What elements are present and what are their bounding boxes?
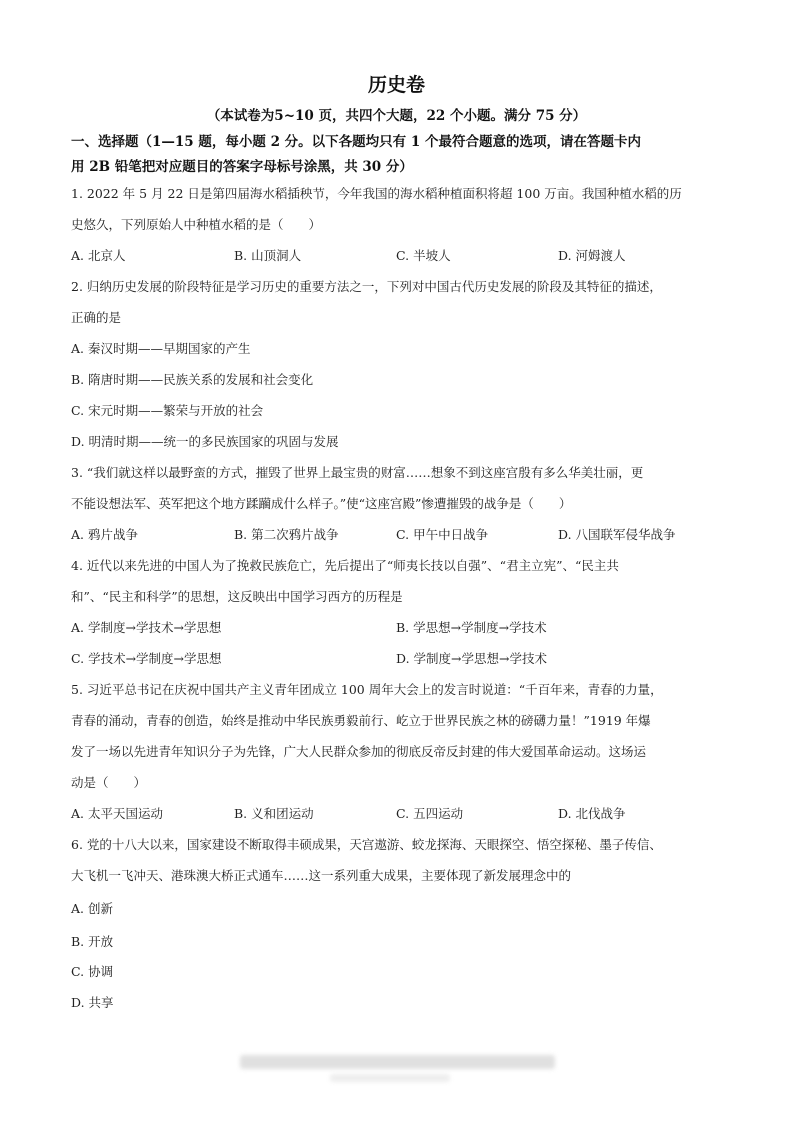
footer-watermark bbox=[240, 1055, 555, 1069]
option-a[interactable]: A. 秦汉时期——早期国家的产生 bbox=[71, 341, 251, 356]
question-6 bbox=[71, 829, 731, 891]
option-c[interactable]: C. 五四运动 bbox=[396, 806, 464, 821]
question-5-options bbox=[71, 798, 731, 829]
option-b[interactable]: B. 隋唐时期——民族关系的发展和社会变化 bbox=[71, 372, 314, 387]
question-2 bbox=[71, 271, 731, 333]
question-3-options bbox=[71, 519, 731, 550]
question-text-line: 青春的涌动，青春的创造，始终是推动中华民族勇毅前行、屹立于世界民族之林的磅礴力量！”1919 年爆 bbox=[71, 713, 651, 728]
question-4-options-row-1 bbox=[71, 612, 731, 643]
option-b[interactable]: B. 学思想→学制度→学技术 bbox=[396, 620, 547, 635]
question-4 bbox=[71, 550, 731, 612]
question-text-line: 动是（ ） bbox=[71, 775, 147, 790]
question-text-line: 3. “我们就这样以最野蛮的方式，摧毁了世界上最宝贵的财富……想象不到这座宫殷有多么华美壮丽，更 bbox=[71, 465, 644, 480]
question-text-line: 正确的是 bbox=[71, 310, 122, 325]
question-text-line: 1. 2022 年 5 月 22 日是第四届海水稻插秧节，今年我国的海水稻种植面积将超 100 万亩。我国种植水稻的历 bbox=[71, 186, 682, 201]
question-text-line: 6. 党的十八大以来，国家建设不断取得丰硕成果，天宫遨游、蛟龙探海、天眼探空、悟空探秘、墨子传信、 bbox=[71, 837, 662, 852]
option-b[interactable]: B. 开放 bbox=[71, 934, 114, 949]
option-a[interactable]: A. 鸦片战争 bbox=[71, 527, 138, 542]
option-b[interactable]: B. 山顶洞人 bbox=[234, 248, 302, 263]
footer-watermark-sub bbox=[330, 1074, 450, 1082]
question-text-line: 2. 归纳历史发展的阶段特征是学习历史的重要方法之一，下列对中国古代历史发展的阶段及其特征的描述， bbox=[71, 279, 662, 294]
option-c[interactable]: C. 学技术→学制度→学思想 bbox=[71, 651, 222, 666]
question-text-line: 和”、“民主和科学”的思想，这反映出中国学习西方的历程是 bbox=[71, 589, 403, 604]
option-d[interactable]: D. 河姆渡人 bbox=[558, 248, 626, 263]
section-instructions bbox=[71, 130, 726, 180]
option-b[interactable]: B. 义和团运动 bbox=[234, 806, 314, 821]
option-a[interactable]: A. 学制度→学技术→学思想 bbox=[71, 620, 222, 635]
option-a[interactable]: A. 太平天国运动 bbox=[71, 806, 163, 821]
question-text-line: 史悠久，下列原始人中种植水稻的是（ ） bbox=[71, 217, 322, 232]
question-5 bbox=[71, 674, 731, 798]
option-d[interactable]: D. 明清时期——统一的多民族国家的巩固与发展 bbox=[71, 434, 339, 449]
option-c[interactable]: C. 协调 bbox=[71, 964, 114, 979]
option-a[interactable]: A. 北京人 bbox=[71, 248, 126, 263]
section-instructions-line: 用 2B 铅笔把对应题目的答案字母标号涂黑，共 30 分） bbox=[71, 159, 413, 175]
question-text-line: 5. 习近平总书记在庆祝中国共产主义青年团成立 100 周年大会上的发言时说道：“千百年来，青春的力量， bbox=[71, 682, 663, 697]
question-4-options-row-2 bbox=[71, 643, 731, 674]
option-c[interactable]: C. 半坡人 bbox=[396, 248, 451, 263]
question-text-line: 不能设想法军、英军把这个地方蹂躏成什么样子。”使“这座宫殿”惨遭摧毁的战争是（ ） bbox=[71, 496, 572, 511]
question-3 bbox=[71, 457, 731, 519]
page-title: 历史卷 bbox=[367, 74, 425, 96]
option-c[interactable]: C. 甲午中日战争 bbox=[396, 527, 489, 542]
question-text-line: 4. 近代以来先进的中国人为了挽救民族危亡，先后提出了“师夷长技以自强”、“君主立宪”、“民主共 bbox=[71, 558, 619, 573]
option-d[interactable]: D. 北伐战争 bbox=[558, 806, 626, 821]
option-a[interactable]: A. 创新 bbox=[71, 901, 113, 916]
page-subtitle: （本试卷为5~10 页，共四个大题，22 个小题。满分 75 分） bbox=[206, 108, 587, 124]
question-text-line: 大飞机一飞冲天、港珠澳大桥正式通车……这一系列重大成果，主要体现了新发展理念中的 bbox=[71, 868, 572, 883]
option-c[interactable]: C. 宋元时期——繁荣与开放的社会 bbox=[71, 403, 264, 418]
question-1 bbox=[71, 178, 731, 240]
question-1-options bbox=[71, 240, 731, 271]
option-d[interactable]: D. 共享 bbox=[71, 995, 114, 1010]
section-instructions-line: 一、选择题（1—15 题，每小题 2 分。以下各题均只有 1 个最符合题意的选项，请在答题卡内 bbox=[71, 134, 641, 150]
option-d[interactable]: D. 八国联军侵华战争 bbox=[558, 527, 676, 542]
option-b[interactable]: B. 第二次鸦片战争 bbox=[234, 527, 339, 542]
question-text-line: 发了一场以先进青年知识分子为先锋，广大人民群众参加的彻底反帝反封建的伟大爱国革命运动。这场运 bbox=[71, 744, 647, 759]
option-d[interactable]: D. 学制度→学思想→学技术 bbox=[396, 651, 547, 666]
